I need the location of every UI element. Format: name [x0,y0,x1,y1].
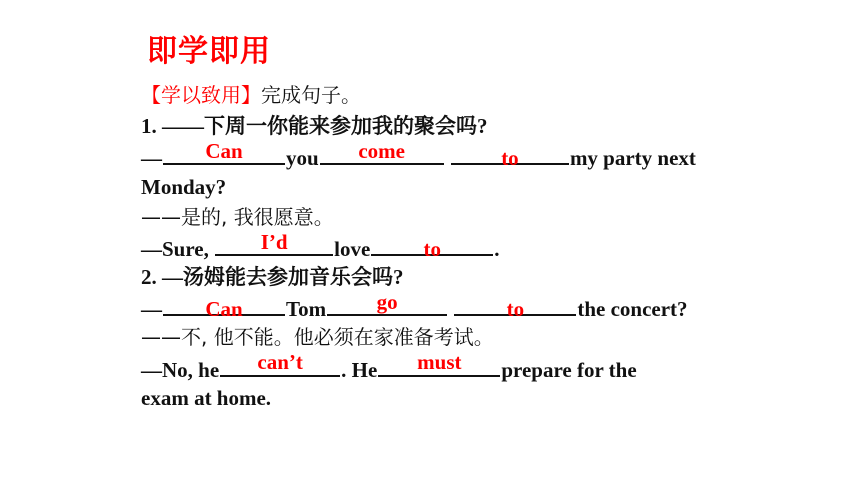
answer-9: can’t [257,350,303,374]
answer-8: to [506,297,525,321]
q1-reply [141,230,500,262]
period: . [494,237,500,261]
instruction-line [141,82,361,108]
page-title: 即学即用 [147,34,271,69]
answer-10: must [417,350,462,374]
q2-prompt [141,264,404,290]
word-concert: the concert? [577,297,688,321]
word-love: love [334,237,371,261]
word-exam: exam at home. [141,386,272,410]
answer-4: I’d [260,230,288,254]
blank-9[interactable] [220,350,340,377]
answer-1: Can [205,139,243,163]
q2-exam [141,385,271,411]
word-prepare: prepare for the [501,358,637,382]
blank-5[interactable] [371,234,493,261]
q1-monday [141,174,226,200]
blank-8[interactable] [454,294,576,321]
q1-prompt-text: 1. ——下周一你能来参加我的聚会吗? [141,114,488,138]
blank-4[interactable] [215,230,333,256]
answer-2: come [358,139,405,163]
q2-cn-answer-text: ——不, 他不能。他必须在家准备考试。 [141,325,494,349]
blank-1[interactable] [163,139,285,165]
q1-cn-answer [141,204,334,230]
q2-prompt-text: 2. —汤姆能去参加音乐会吗? [141,265,404,289]
blank-7[interactable] [327,290,447,316]
blank-10[interactable] [378,350,500,377]
word-sure: —Sure, [141,237,209,261]
answer-3: to [501,146,519,170]
q1-prompt [141,113,488,139]
dash: — [141,146,162,170]
answer-7: go [376,290,398,314]
answer-5: to [423,237,442,261]
blank-3[interactable] [451,143,569,170]
word-you: you [286,146,319,170]
instruction-text: 完成句子。 [261,83,361,107]
word-no-he: —No, he [141,358,220,382]
word-rest: my party next [569,146,696,170]
blank-6[interactable] [163,294,285,321]
dash: — [141,297,162,321]
answer-6: Can [205,297,243,321]
q2-sentence [141,290,688,322]
word-monday: Monday? [141,175,227,199]
blank-2[interactable] [320,139,444,165]
word-he: . He [341,358,378,382]
word-tom: Tom [286,297,327,321]
q1-sentence [141,139,696,171]
q1-cn-answer-text: ——是的, 我很愿意。 [141,205,334,229]
q2-reply [141,350,637,383]
instruction-tag: 【学以致用】 [141,83,261,107]
q2-cn-answer [141,324,494,350]
